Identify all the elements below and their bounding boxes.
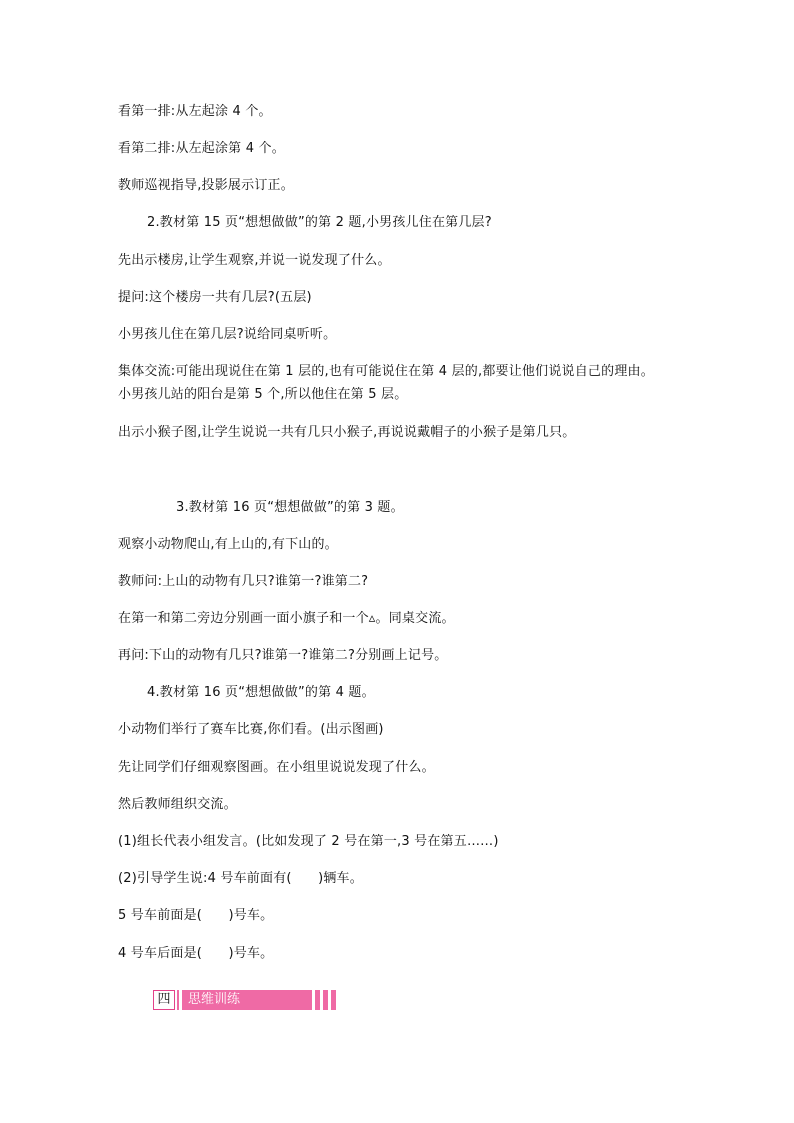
section-title: 思维训练	[179, 990, 312, 1010]
text-line: 小动物们举行了赛车比赛,你们看。(出示图画)	[118, 722, 384, 737]
text-line: 然后教师组织交流。	[118, 797, 237, 812]
text-line: 出示小猴子图,让学生说说一共有几只小猴子,再说说戴帽子的小猴子是第几只。	[118, 425, 576, 440]
text-line: 小男孩儿站的阳台是第 5 个,所以他住在第 5 层。	[118, 387, 408, 402]
text-line: 5 号车前面是( )号车。	[118, 908, 274, 923]
text-line: 3.教材第 16 页“想想做做”的第 3 题。	[176, 500, 404, 515]
banner-stripe	[315, 990, 320, 1010]
text-line: 在第一和第二旁边分别画一面小旗子和一个▵。同桌交流。	[118, 611, 455, 626]
text-line: 再问:下山的动物有几只?谁第一?谁第二?分别画上记号。	[118, 648, 448, 663]
text-line: 4 号车后面是( )号车。	[118, 946, 274, 961]
section-banner	[153, 990, 336, 1010]
text-line: 4.教材第 16 页“想想做做”的第 4 题。	[147, 685, 375, 700]
banner-stripe	[323, 990, 328, 1010]
text-line: 小男孩儿住在第几层?说给同桌听听。	[118, 327, 337, 342]
text-line: 教师问:上山的动物有几只?谁第一?谁第二?	[118, 574, 369, 589]
text-line: 先出示楼房,让学生观察,并说一说发现了什么。	[118, 253, 391, 268]
text-line: (1)组长代表小组发言。(比如发现了 2 号在第一,3 号在第五……)	[118, 834, 499, 849]
text-line: 看第二排:从左起涂第 4 个。	[118, 141, 285, 156]
text-line: 提问:这个楼房一共有几层?(五层)	[118, 290, 312, 305]
text-line: 2.教材第 15 页“想想做做”的第 2 题,小男孩儿住在第几层?	[147, 215, 492, 230]
text-line: 集体交流:可能出现说住在第 1 层的,也有可能说住在第 4 层的,都要让他们说说自己的理由。	[118, 364, 654, 379]
text-line: 教师巡视指导,投影展示订正。	[118, 178, 294, 193]
text-line: 先让同学们仔细观察图画。在小组里说说发现了什么。	[118, 760, 435, 775]
text-line: 观察小动物爬山,有上山的,有下山的。	[118, 537, 338, 552]
section-number: 四	[153, 990, 175, 1010]
banner-stripe	[331, 990, 336, 1010]
text-line: 看第一排:从左起涂 4 个。	[118, 104, 272, 119]
text-line: (2)引导学生说:4 号车前面有( )辆车。	[118, 871, 363, 886]
